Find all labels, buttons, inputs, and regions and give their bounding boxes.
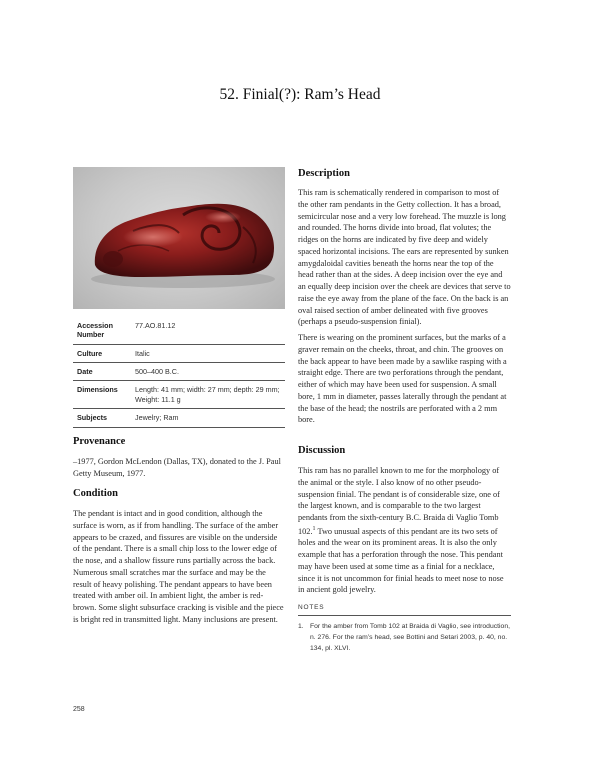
table-row bbox=[73, 317, 285, 344]
condition-heading: Condition bbox=[73, 488, 118, 499]
condition-paragraph: The pendant is intact and in good condition, although the surface is worn, as if from handling. The surface of the amber appears to be crazed, and fissures are visible on the underside of the pendant. There is a small chip loss to the lower edge of the nose, and a shallow fissure runs partially across the back. Numerous small scratches mar the surface and may be the result of heavy polishing. The pendant appears to have been treated with amber oil. In ambient light, the amber is red-brown. Some slight subsurface cracking is visible and the piece is bright red in transmitted light. Many inclusions are present. bbox=[73, 509, 284, 624]
metadata-value: Length: 41 mm; width: 27 mm; depth: 29 mm; Weight: 11.1 g bbox=[131, 381, 285, 409]
description-paragraph-2: There is wearing on the prominent surfaces, but the marks of a graver remain on the cheeks, throat, and chin. The grooves on the back appear to have been made by a sawlike rasping with a straight edge. There are two perforations through the pendant, either of which may have been used for suspension. A small bore, 1 mm in diameter, passes laterally through the pendant at the base of the head; the nostrils are perforated with a 2 mm bore. bbox=[298, 333, 507, 425]
footnote-reference[interactable]: 1 bbox=[312, 525, 316, 532]
table-row bbox=[73, 381, 285, 409]
page-title: 52. Finial(?): Ram’s Head bbox=[219, 86, 381, 103]
description-heading: Description bbox=[298, 168, 350, 179]
metadata-value: Italic bbox=[131, 344, 285, 362]
discussion-heading: Discussion bbox=[298, 445, 346, 456]
metadata-label: Subjects bbox=[73, 409, 131, 427]
note-item bbox=[298, 621, 511, 654]
metadata-value: Jewelry; Ram bbox=[131, 409, 285, 427]
provenance-text bbox=[73, 456, 285, 484]
provenance-heading: Provenance bbox=[73, 436, 126, 447]
notes-divider bbox=[298, 615, 511, 616]
note-number: 1. bbox=[298, 623, 304, 630]
table-row bbox=[73, 344, 285, 362]
metadata-value: 500–400 B.C. bbox=[131, 363, 285, 381]
description-paragraph-1: This ram is schematically rendered in comparison to most of the other ram pendants in the Getty collection. It has a broad, semicircular nose and a very low forehead. The muzzle is long and rounded. The horns divide into broad, flat volutes; the ridges on the horns are indicated by five deep and widely spaced horizontal incisions. The ears are represented by sunken amygdaloidal cavities beneath the horns near the top of the head rather than at the sides. A deep incision over the eye and an equally deep incision over the cheek are devices that serve to raise the eye away from the plane of the face. On the back is an oval raised section of amber delineated with five grooves (perhaps a pseudo-suspension finial). bbox=[298, 188, 511, 327]
metadata-label: Date bbox=[73, 363, 131, 381]
metadata-table bbox=[73, 317, 285, 428]
metadata-label: Culture bbox=[73, 344, 131, 362]
discussion-text bbox=[298, 465, 511, 600]
description-text bbox=[298, 187, 511, 430]
ram-head-amber-image bbox=[73, 167, 285, 309]
condition-text bbox=[73, 508, 285, 630]
note-text: For the amber from Tomb 102 at Braida di Vaglio, see introduction, n. 276. For the ram’s head, see Bottini and Setari 2003, p. 40, no. 134, pl. XLVI. bbox=[310, 623, 510, 652]
notes-heading: NOTES bbox=[298, 604, 325, 611]
metadata-value: 77.AO.81.12 bbox=[131, 317, 285, 344]
artwork-photo bbox=[73, 167, 285, 309]
table-row bbox=[73, 409, 285, 427]
provenance-paragraph: –1977, Gordon McLendon (Dallas, TX), donated to the J. Paul Getty Museum, 1977. bbox=[73, 457, 281, 478]
page-number: 258 bbox=[73, 706, 85, 713]
discussion-text-part-2: Two unusual aspects of this pendant are its two sets of holes and the wear on its prominent areas. It is also the only example that has a perforation through the nose. This pendant may have been used at some time as a finial for a necklace, since it is not uncommon for finial heads to meet nose to nose in ancient gold jewelry. bbox=[298, 526, 504, 595]
discussion-paragraph bbox=[298, 465, 511, 596]
metadata-label: Accession Number bbox=[73, 317, 131, 344]
discussion-text-part-1: This ram has no parallel known to me for the morphology of the animal or the style. I also know of no other pseudo-suspension finial. The pendant is of considerable size, one of the largest known, and is comparable to the two largest pendants from the sixth-century B.C. Braida di Vaglio Tomb 102. bbox=[298, 466, 500, 536]
table-row bbox=[73, 363, 285, 381]
metadata-label: Dimensions bbox=[73, 381, 131, 409]
